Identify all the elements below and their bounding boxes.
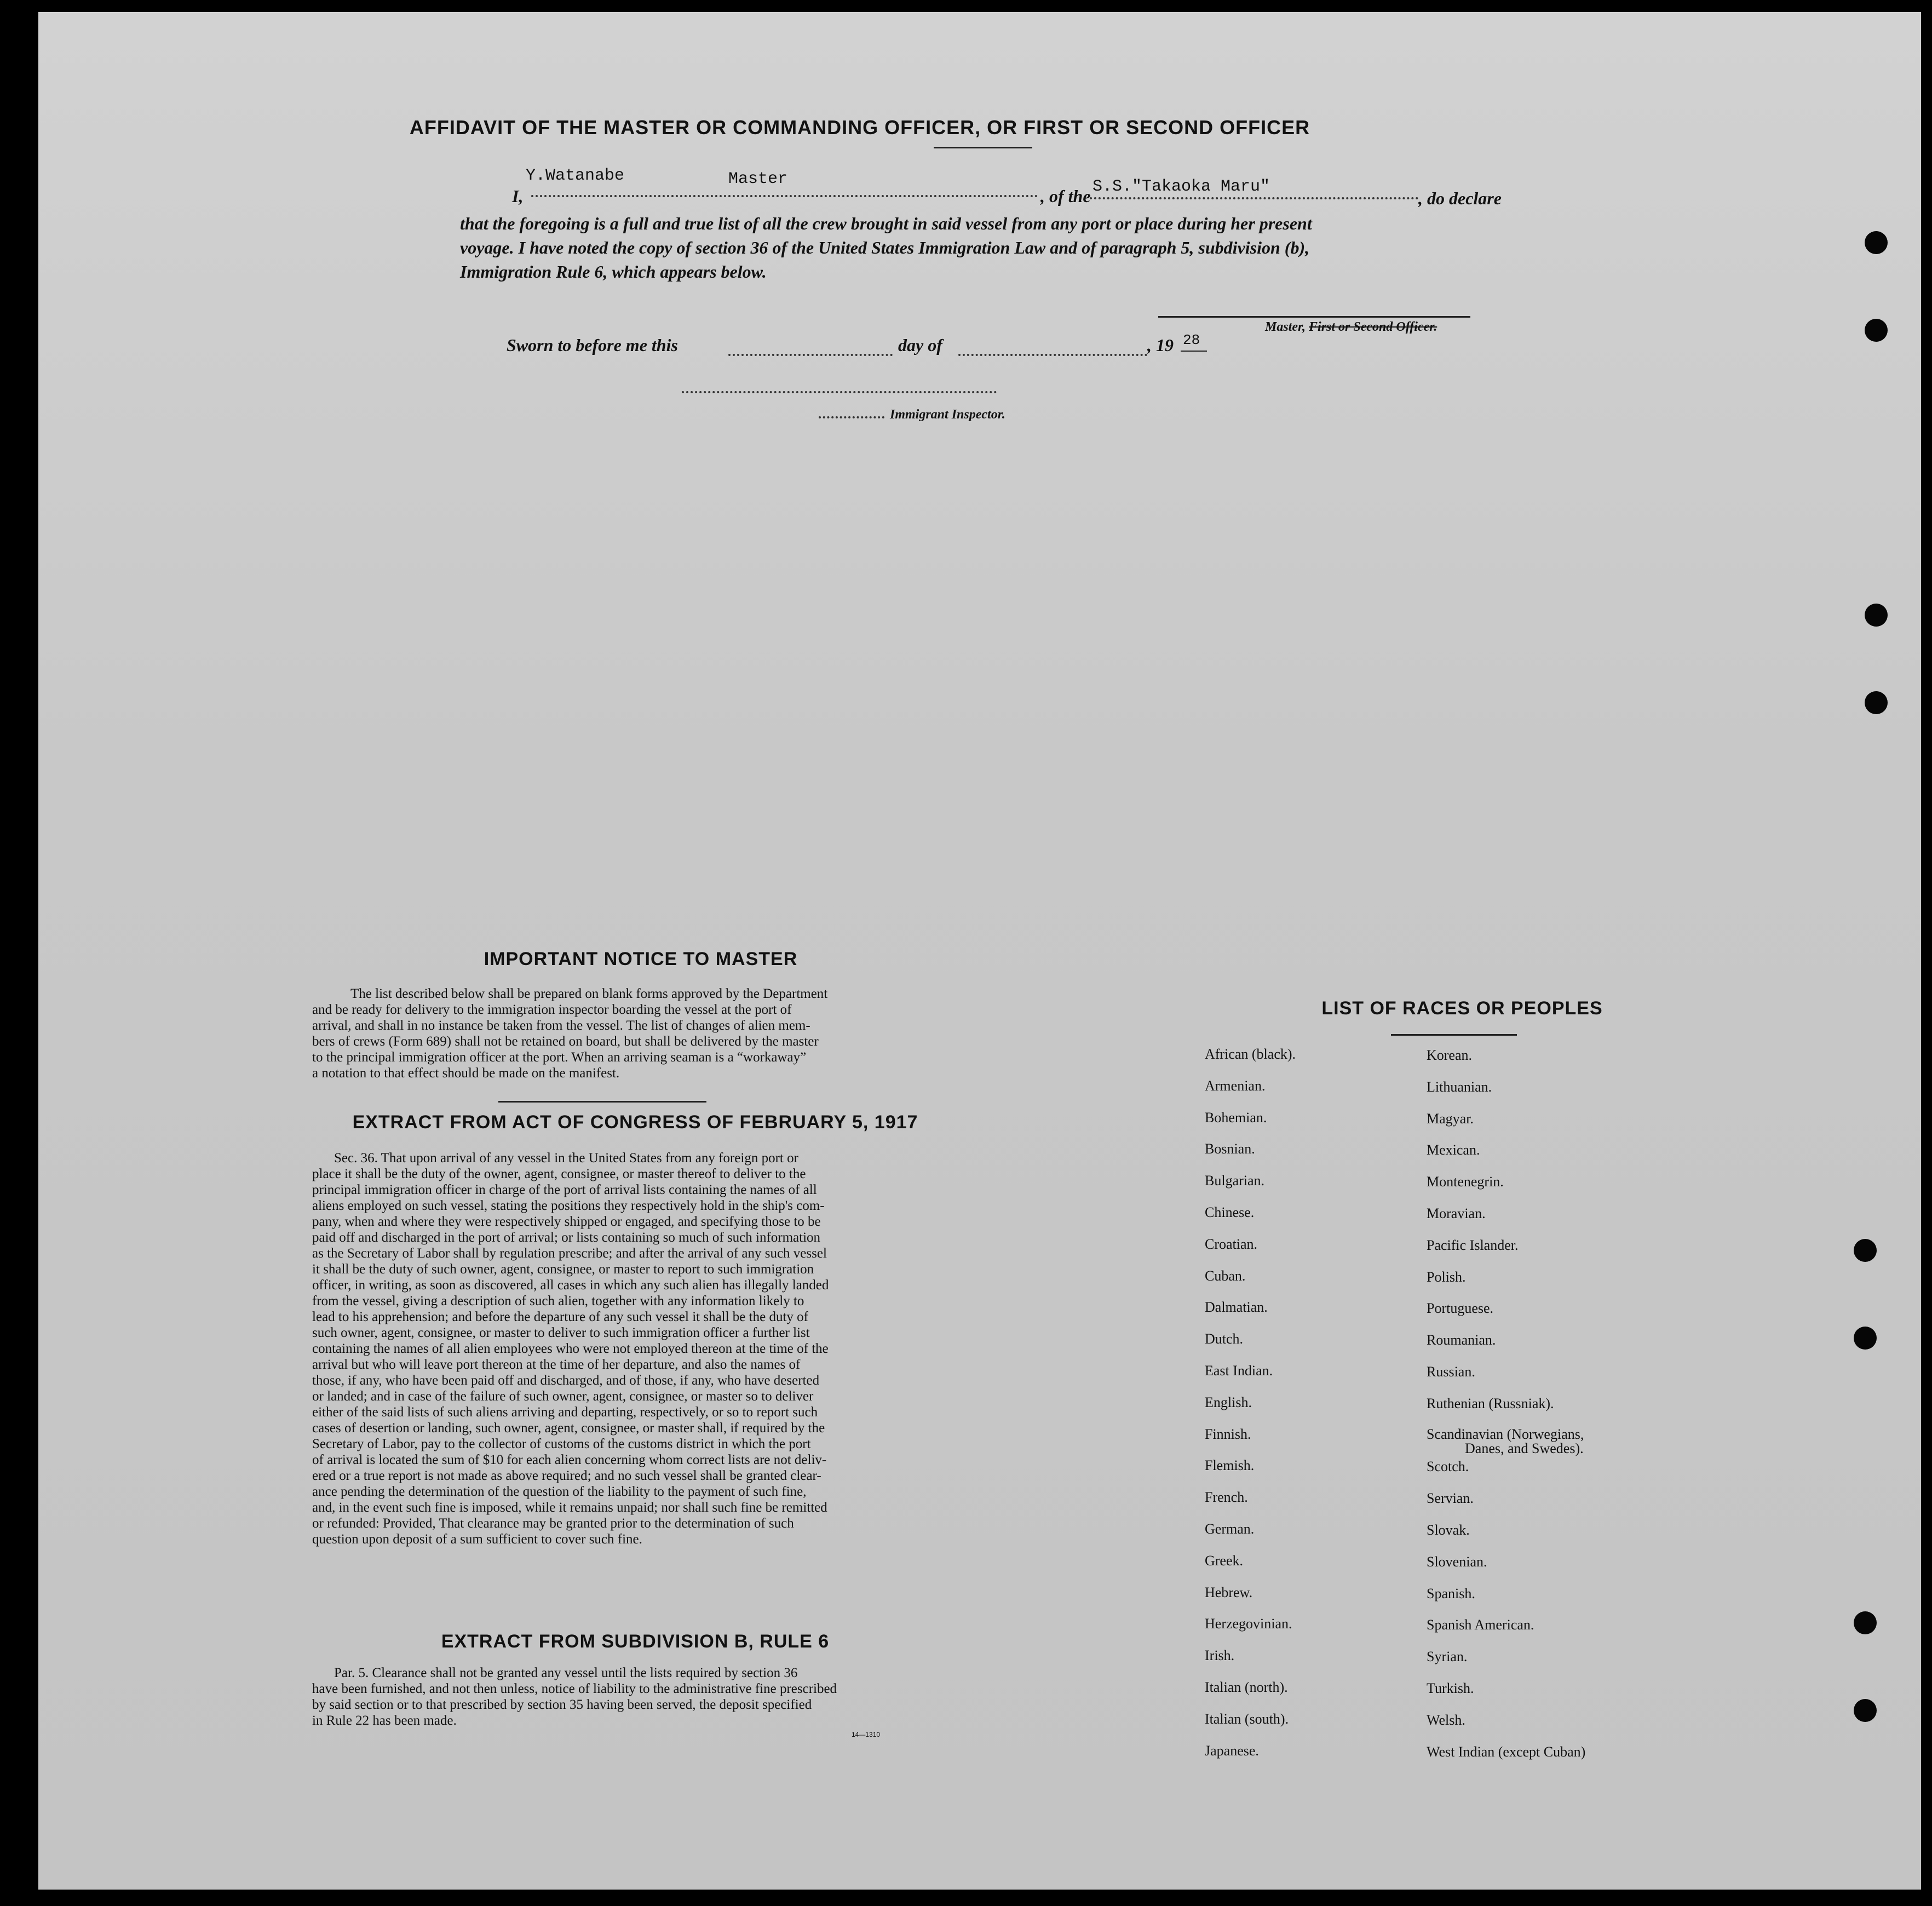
document-sheet (38, 12, 1921, 1890)
month-fill-line (958, 354, 1147, 356)
act-line: those, if any, who have been paid off and discharged, and of those, if any, who have deserted (312, 1373, 820, 1388)
vessel-name: S.S."Takaoka Maru" (1092, 177, 1270, 196)
races-left-column (1205, 1046, 1296, 1774)
act-line: paid off and discharged in the port of arrival; or lists containing so much of such information (312, 1230, 821, 1245)
notice-line: arrival, and shall in no instance be taken from the vessel. The list of changes of alien mem- (312, 1018, 810, 1033)
race-item: English. (1205, 1394, 1252, 1410)
act-line: it shall be the duty of such owner, agent, consignee, or master to report to such immigration (312, 1262, 814, 1277)
act-line: or landed; and in case of the failure of such owner, agent, consignee, or master so to deliver (312, 1389, 814, 1404)
inspector-caption: Immigrant Inspector. (890, 407, 1005, 422)
affidavit-title: AFFIDAVIT OF THE MASTER OR COMMANDING OFFICER, OR FIRST OR SECOND OFFICER (409, 116, 1310, 139)
race-item: Herzegovinian. (1205, 1616, 1292, 1632)
race-item: Roumanian. (1427, 1332, 1496, 1348)
race-item: Spanish. (1427, 1585, 1475, 1601)
name-fill-line (531, 195, 1038, 197)
act-extract-body (312, 1150, 958, 1547)
race-item: Russian. (1427, 1363, 1475, 1380)
act-line: lead to his apprehension; and before the departure of any such vessel it shall be the duty of (312, 1310, 808, 1324)
race-item: Finnish. (1205, 1426, 1251, 1442)
race-item: Chinese. (1205, 1204, 1255, 1220)
act-line: arrival but who will leave port thereon at the time of her departure, and also the names of (312, 1357, 801, 1372)
punch-hole (1865, 231, 1888, 254)
act-line: place it shall be the duty of the owner, agent, consignee, or master thereof to deliver to the (312, 1167, 806, 1181)
race-item: African (black). (1205, 1046, 1296, 1062)
act-line: question upon deposit of a sum sufficient to cover such fine. (312, 1532, 642, 1547)
races-title-underline (1391, 1034, 1517, 1036)
race-item: Scotch. (1427, 1459, 1469, 1475)
race-item: Ruthenian (Russniak). (1427, 1395, 1554, 1411)
inspector-lead-dots (819, 416, 884, 418)
act-line: officer, in writing, as soon as discovered, all cases in which any such alien has illegally landed (312, 1278, 829, 1293)
rule-line: in Rule 22 has been made. (312, 1713, 457, 1728)
act-line: ance pending the determination of the question of the liability to the payment of such fine, (312, 1484, 807, 1499)
race-item: Polish. (1427, 1268, 1466, 1285)
act-line: from the vessel, giving a description of such alien, together with any information likely to (312, 1294, 804, 1308)
act-line: such owner, agent, consignee, or master to deliver to such immigration officer a further list (312, 1325, 810, 1340)
race-item: Montenegrin. (1427, 1174, 1504, 1190)
race-item: Bosnian. (1205, 1141, 1255, 1157)
punch-hole (1865, 319, 1888, 342)
act-line: Secretary of Labor, pay to the collector of customs of the customs district in which the port (312, 1437, 811, 1451)
affidavit-line-4: Immigration Rule 6, which appears below. (460, 262, 767, 282)
race-item: Pacific Islander. (1427, 1237, 1519, 1253)
vessel-fill-line (1090, 197, 1418, 199)
day-of-label: day of (898, 335, 942, 355)
inspector-fill-line (682, 391, 997, 393)
race-item: East Indian. (1205, 1362, 1273, 1379)
affidavit-i-label: I, (512, 186, 524, 206)
year-underline (1181, 351, 1207, 352)
act-line: cases of desertion or landing, such owner, agent, consignee, or master shall, if required by the (312, 1421, 825, 1436)
race-item: Slovak. (1427, 1522, 1470, 1538)
master-name: Y.Watanabe (526, 167, 625, 185)
race-item: Syrian. (1427, 1649, 1468, 1665)
act-line: containing the names of all alien employees who were not employed thereon at the time of the (312, 1341, 829, 1356)
signature-caption-struck: First or Second Officer. (1309, 320, 1438, 334)
notice-divider (498, 1101, 706, 1103)
notice-line: The list described below shall be prepared on blank forms approved by the Department (350, 986, 828, 1001)
affidavit-line-2: that the foregoing is a full and true list of all the crew brought in said vessel from any port or place during her present (460, 214, 1312, 233)
notice-line: a notation to that effect should be made on the manifest. (312, 1066, 620, 1081)
race-item-scandinavian (1427, 1427, 1585, 1459)
race-item: West Indian (except Cuban) (1427, 1743, 1586, 1760)
act-extract-title: EXTRACT FROM ACT OF CONGRESS OF FEBRUARY 5, 1917 (352, 1112, 918, 1133)
act-line: principal immigration officer in charge of the port of arrival lists containing the names of all (312, 1182, 817, 1197)
race-item: Magyar. (1427, 1110, 1474, 1127)
signature-line (1158, 316, 1470, 318)
race-item-continuation: Danes, and Swedes). (1465, 1440, 1584, 1456)
punch-hole (1865, 604, 1888, 627)
notice-line: to the principal immigration officer at the port. When an arriving seaman is a “workaway” (312, 1050, 807, 1065)
race-item: Portuguese. (1427, 1300, 1494, 1317)
race-item: Dalmatian. (1205, 1299, 1268, 1316)
rule-line: by said section or to that prescribed by section 35 having been served, the deposit specified (312, 1697, 812, 1712)
punch-hole (1854, 1239, 1877, 1262)
signature-caption (1265, 320, 1437, 335)
race-item: Slovenian. (1427, 1553, 1487, 1570)
master-rank: Master (728, 170, 788, 188)
act-line: pany, when and where they were respectively shipped or engaged, and specifying those to be (312, 1214, 821, 1229)
rule-line: have been furnished, and not then unless, notice of liability to the administrative fine prescribed (312, 1681, 837, 1696)
punch-hole (1854, 1327, 1877, 1350)
race-item: Korean. (1427, 1047, 1473, 1063)
sworn-label: Sworn to before me this (507, 335, 678, 355)
notice-line: and be ready for delivery to the immigration inspector boarding the vessel at the port of (312, 1002, 792, 1017)
title-underline (934, 147, 1032, 148)
punch-hole (1854, 1611, 1877, 1634)
race-item: Welsh. (1427, 1712, 1465, 1728)
notice-body (312, 986, 958, 1081)
races-title: LIST OF RACES OR PEOPLES (1321, 998, 1603, 1019)
affidavit-line-3: voyage. I have noted the copy of section 36 of the United States Immigration Law and of paragraph 5, subdivision (b), (460, 238, 1310, 257)
race-item: Moravian. (1427, 1205, 1486, 1221)
rule-extract-title: EXTRACT FROM SUBDIVISION B, RULE 6 (441, 1631, 830, 1652)
race-item: Flemish. (1205, 1457, 1255, 1474)
act-line: as the Secretary of Labor shall by regulation prescribe; and after the arrival of any such vessel (312, 1246, 827, 1261)
act-line: or refunded: Provided, That clearance may be granted prior to the determination of such (312, 1516, 794, 1531)
signature-caption-master: Master, (1265, 320, 1309, 334)
act-line: Sec. 36. That upon arrival of any vessel in the United States from any foreign port or (334, 1151, 798, 1166)
of-the-label: , of the (1040, 186, 1091, 206)
act-line: either of the said lists of such aliens arriving and departing, respectively, or so to report such (312, 1405, 818, 1420)
notice-title: IMPORTANT NOTICE TO MASTER (484, 949, 798, 969)
act-line: ered or a true report is not made as above required; and no such vessel shall be granted clear- (312, 1468, 821, 1483)
race-item: Armenian. (1205, 1077, 1266, 1094)
punch-hole (1854, 1699, 1877, 1722)
race-item: Japanese. (1205, 1742, 1259, 1759)
rule-line: Par. 5. Clearance shall not be granted any vessel until the lists required by section 36 (334, 1666, 798, 1680)
race-item: Bohemian. (1205, 1109, 1267, 1126)
do-declare-label: , do declare (1418, 188, 1502, 208)
punch-hole (1865, 691, 1888, 714)
race-item: Irish. (1205, 1647, 1235, 1664)
year-suffix: 28 (1183, 332, 1200, 348)
act-line: and, in the event such fine is imposed, while it remains unpaid; nor shall such fine be remitted (312, 1500, 827, 1515)
rule-extract-body (312, 1665, 958, 1729)
act-line: of arrival is located the sum of $10 for each alien concerning whom correct lists are not deliv- (312, 1453, 827, 1467)
race-item: Cuban. (1205, 1267, 1246, 1284)
race-item: Greek. (1205, 1552, 1244, 1569)
race-item: Lithuanian. (1427, 1078, 1492, 1095)
race-item: Italian (south). (1205, 1710, 1289, 1727)
race-item: Croatian. (1205, 1236, 1258, 1252)
race-item: Mexican. (1427, 1142, 1480, 1158)
day-fill-line (728, 354, 893, 356)
race-item: Dutch. (1205, 1331, 1244, 1347)
race-item: Italian (north). (1205, 1679, 1288, 1695)
race-item: German. (1205, 1520, 1255, 1537)
act-line: aliens employed on such vessel, stating the positions they respectively hold in the ship's com- (312, 1198, 825, 1213)
notice-line: bers of crews (Form 689) shall not be retained on board, but shall be delivered by the master (312, 1034, 819, 1049)
race-item: Bulgarian. (1205, 1173, 1265, 1189)
races-right-column (1427, 1047, 1585, 1775)
race-item: French. (1205, 1489, 1248, 1506)
race-item: Turkish. (1427, 1680, 1474, 1696)
race-item: Hebrew. (1205, 1584, 1253, 1600)
race-item: Scandinavian (Norwegians, (1427, 1426, 1584, 1442)
year-prefix: , 19 (1147, 335, 1174, 355)
race-item: Spanish American. (1427, 1617, 1534, 1633)
form-number: 14—1310 (852, 1731, 881, 1738)
race-item: Servian. (1427, 1490, 1474, 1507)
